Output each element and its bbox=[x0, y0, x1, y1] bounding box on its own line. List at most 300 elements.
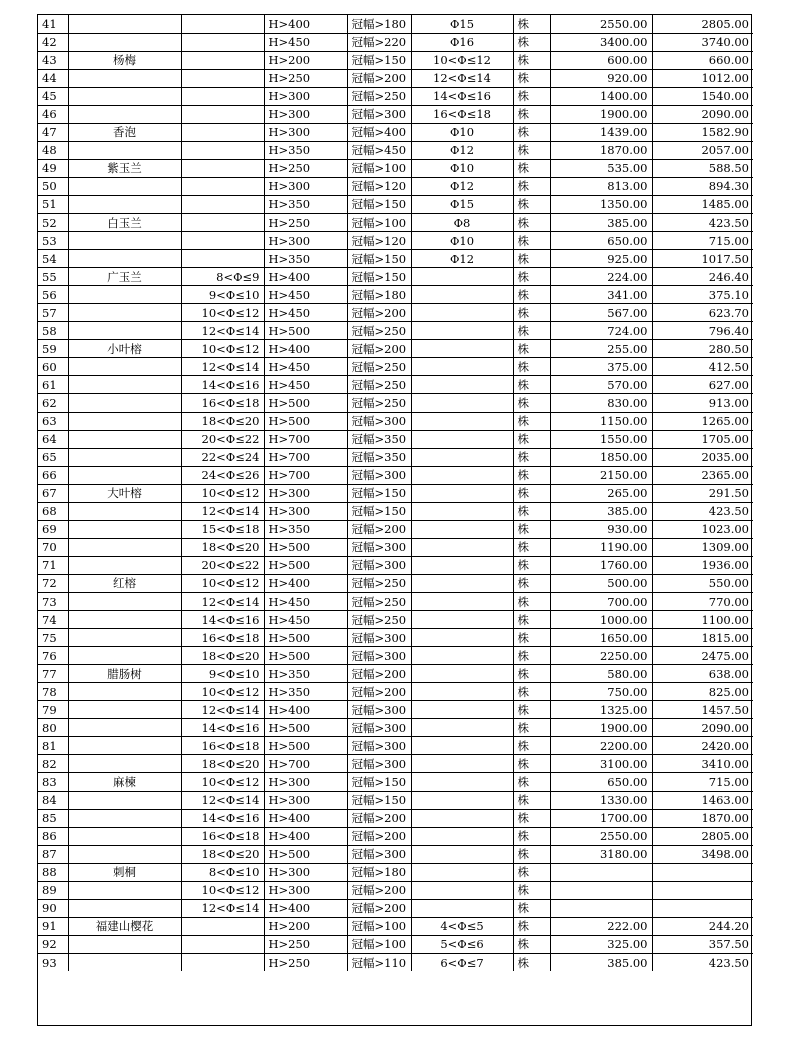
price-with-tax-cell: 2420.00 bbox=[652, 737, 753, 755]
crown-width-cell: 冠幅>100 bbox=[347, 935, 411, 953]
price-with-tax-cell: 1815.00 bbox=[652, 629, 753, 647]
table-row bbox=[38, 917, 753, 935]
plant-name-cell: 刺桐 bbox=[68, 863, 181, 881]
diameter-cell bbox=[411, 484, 513, 502]
price-with-tax-cell: 2805.00 bbox=[652, 827, 753, 845]
price-cell: 1325.00 bbox=[550, 701, 652, 719]
price-with-tax-cell: 1870.00 bbox=[652, 809, 753, 827]
diameter-cell: Φ12 bbox=[411, 141, 513, 159]
unit-cell: 株 bbox=[513, 484, 550, 502]
trunk-spec-cell: 18<Φ≤20 bbox=[181, 538, 264, 556]
table-row bbox=[38, 105, 753, 123]
height-cell: H>450 bbox=[264, 33, 347, 51]
unit-cell: 株 bbox=[513, 340, 550, 358]
crown-width-cell: 冠幅>100 bbox=[347, 159, 411, 177]
height-cell: H>400 bbox=[264, 899, 347, 917]
plant-name-cell bbox=[68, 322, 181, 340]
trunk-spec-cell: 12<Φ≤14 bbox=[181, 502, 264, 520]
crown-width-cell: 冠幅>300 bbox=[347, 466, 411, 484]
unit-cell: 株 bbox=[513, 412, 550, 430]
plant-name-cell: 红榕 bbox=[68, 574, 181, 592]
price-with-tax-cell: 244.20 bbox=[652, 917, 753, 935]
diameter-cell bbox=[411, 647, 513, 665]
diameter-cell: Φ10 bbox=[411, 232, 513, 250]
trunk-spec-cell: 18<Φ≤20 bbox=[181, 755, 264, 773]
height-cell: H>400 bbox=[264, 574, 347, 592]
unit-cell: 株 bbox=[513, 593, 550, 611]
diameter-cell bbox=[411, 574, 513, 592]
crown-width-cell: 冠幅>300 bbox=[347, 737, 411, 755]
diameter-cell bbox=[411, 863, 513, 881]
crown-width-cell: 冠幅>150 bbox=[347, 791, 411, 809]
seedling-price-table bbox=[38, 15, 753, 971]
table-row bbox=[38, 556, 753, 574]
height-cell: H>250 bbox=[264, 69, 347, 87]
trunk-spec-cell bbox=[181, 69, 264, 87]
unit-cell: 株 bbox=[513, 232, 550, 250]
crown-width-cell: 冠幅>250 bbox=[347, 322, 411, 340]
price-cell bbox=[550, 899, 652, 917]
crown-width-cell: 冠幅>150 bbox=[347, 51, 411, 69]
height-cell: H>500 bbox=[264, 845, 347, 863]
trunk-spec-cell: 12<Φ≤14 bbox=[181, 358, 264, 376]
diameter-cell: Φ16 bbox=[411, 33, 513, 51]
diameter-cell bbox=[411, 791, 513, 809]
crown-width-cell: 冠幅>150 bbox=[347, 773, 411, 791]
price-cell: 750.00 bbox=[550, 683, 652, 701]
table-row bbox=[38, 250, 753, 268]
table-row bbox=[38, 574, 753, 592]
height-cell: H>500 bbox=[264, 629, 347, 647]
trunk-spec-cell bbox=[181, 123, 264, 141]
trunk-spec-cell bbox=[181, 232, 264, 250]
trunk-spec-cell: 14<Φ≤16 bbox=[181, 719, 264, 737]
height-cell: H>700 bbox=[264, 466, 347, 484]
height-cell: H>200 bbox=[264, 51, 347, 69]
trunk-spec-cell: 18<Φ≤20 bbox=[181, 845, 264, 863]
trunk-spec-cell bbox=[181, 250, 264, 268]
diameter-cell bbox=[411, 340, 513, 358]
table-row bbox=[38, 87, 753, 105]
table-row bbox=[38, 845, 753, 863]
price-with-tax-cell: 796.40 bbox=[652, 322, 753, 340]
row-number-cell: 53 bbox=[38, 232, 68, 250]
trunk-spec-cell bbox=[181, 177, 264, 195]
unit-cell: 株 bbox=[513, 15, 550, 33]
table-row bbox=[38, 195, 753, 213]
table-row bbox=[38, 340, 753, 358]
unit-cell: 株 bbox=[513, 69, 550, 87]
trunk-spec-cell bbox=[181, 141, 264, 159]
crown-width-cell: 冠幅>200 bbox=[347, 304, 411, 322]
unit-cell: 株 bbox=[513, 827, 550, 845]
unit-cell: 株 bbox=[513, 809, 550, 827]
price-with-tax-cell: 3498.00 bbox=[652, 845, 753, 863]
price-with-tax-cell: 1705.00 bbox=[652, 430, 753, 448]
table-row bbox=[38, 286, 753, 304]
plant-name-cell bbox=[68, 195, 181, 213]
row-number-cell: 79 bbox=[38, 701, 68, 719]
table-row bbox=[38, 430, 753, 448]
plant-name-cell: 大叶榕 bbox=[68, 484, 181, 502]
unit-cell: 株 bbox=[513, 881, 550, 899]
price-cell: 3100.00 bbox=[550, 755, 652, 773]
unit-cell: 株 bbox=[513, 538, 550, 556]
plant-name-cell bbox=[68, 701, 181, 719]
row-number-cell: 92 bbox=[38, 935, 68, 953]
table-row bbox=[38, 502, 753, 520]
diameter-cell bbox=[411, 538, 513, 556]
price-with-tax-cell: 357.50 bbox=[652, 935, 753, 953]
row-number-cell: 57 bbox=[38, 304, 68, 322]
trunk-spec-cell: 9<Φ≤10 bbox=[181, 286, 264, 304]
row-number-cell: 55 bbox=[38, 268, 68, 286]
unit-cell: 株 bbox=[513, 574, 550, 592]
crown-width-cell: 冠幅>300 bbox=[347, 556, 411, 574]
price-cell: 930.00 bbox=[550, 520, 652, 538]
price-cell: 700.00 bbox=[550, 593, 652, 611]
table-row bbox=[38, 484, 753, 502]
price-cell: 600.00 bbox=[550, 51, 652, 69]
diameter-cell bbox=[411, 304, 513, 322]
crown-width-cell: 冠幅>200 bbox=[347, 809, 411, 827]
crown-width-cell: 冠幅>250 bbox=[347, 394, 411, 412]
crown-width-cell: 冠幅>180 bbox=[347, 286, 411, 304]
diameter-cell: Φ10 bbox=[411, 159, 513, 177]
crown-width-cell: 冠幅>200 bbox=[347, 520, 411, 538]
price-cell: 830.00 bbox=[550, 394, 652, 412]
unit-cell: 株 bbox=[513, 917, 550, 935]
trunk-spec-cell: 12<Φ≤14 bbox=[181, 593, 264, 611]
row-number-cell: 43 bbox=[38, 51, 68, 69]
price-with-tax-cell: 660.00 bbox=[652, 51, 753, 69]
plant-name-cell bbox=[68, 611, 181, 629]
row-number-cell: 91 bbox=[38, 917, 68, 935]
price-cell: 1550.00 bbox=[550, 430, 652, 448]
height-cell: H>500 bbox=[264, 719, 347, 737]
height-cell: H>500 bbox=[264, 737, 347, 755]
row-number-cell: 44 bbox=[38, 69, 68, 87]
row-number-cell: 62 bbox=[38, 394, 68, 412]
plant-name-cell bbox=[68, 629, 181, 647]
price-cell: 1870.00 bbox=[550, 141, 652, 159]
trunk-spec-cell: 8<Φ≤10 bbox=[181, 863, 264, 881]
diameter-cell bbox=[411, 737, 513, 755]
table-row bbox=[38, 376, 753, 394]
trunk-spec-cell: 20<Φ≤22 bbox=[181, 430, 264, 448]
height-cell: H>700 bbox=[264, 755, 347, 773]
crown-width-cell: 冠幅>200 bbox=[347, 665, 411, 683]
table-row bbox=[38, 953, 753, 971]
crown-width-cell: 冠幅>150 bbox=[347, 484, 411, 502]
price-cell: 2550.00 bbox=[550, 827, 652, 845]
diameter-cell: Φ15 bbox=[411, 195, 513, 213]
height-cell: H>300 bbox=[264, 105, 347, 123]
price-cell: 385.00 bbox=[550, 502, 652, 520]
price-with-tax-cell: 1936.00 bbox=[652, 556, 753, 574]
row-number-cell: 77 bbox=[38, 665, 68, 683]
price-with-tax-cell: 1463.00 bbox=[652, 791, 753, 809]
diameter-cell bbox=[411, 773, 513, 791]
price-cell: 1900.00 bbox=[550, 105, 652, 123]
height-cell: H>300 bbox=[264, 87, 347, 105]
height-cell: H>450 bbox=[264, 286, 347, 304]
table-row bbox=[38, 123, 753, 141]
crown-width-cell: 冠幅>110 bbox=[347, 953, 411, 971]
price-with-tax-cell: 3740.00 bbox=[652, 33, 753, 51]
crown-width-cell: 冠幅>200 bbox=[347, 881, 411, 899]
unit-cell: 株 bbox=[513, 51, 550, 69]
table-row bbox=[38, 268, 753, 286]
row-number-cell: 76 bbox=[38, 647, 68, 665]
price-cell: 2550.00 bbox=[550, 15, 652, 33]
unit-cell: 株 bbox=[513, 502, 550, 520]
plant-name-cell bbox=[68, 448, 181, 466]
price-cell: 341.00 bbox=[550, 286, 652, 304]
trunk-spec-cell: 20<Φ≤22 bbox=[181, 556, 264, 574]
trunk-spec-cell bbox=[181, 935, 264, 953]
height-cell: H>300 bbox=[264, 502, 347, 520]
height-cell: H>300 bbox=[264, 863, 347, 881]
unit-cell: 株 bbox=[513, 268, 550, 286]
table-row bbox=[38, 304, 753, 322]
trunk-spec-cell bbox=[181, 15, 264, 33]
price-with-tax-cell: 627.00 bbox=[652, 376, 753, 394]
diameter-cell bbox=[411, 755, 513, 773]
table-row bbox=[38, 737, 753, 755]
height-cell: H>500 bbox=[264, 647, 347, 665]
crown-width-cell: 冠幅>250 bbox=[347, 376, 411, 394]
plant-name-cell: 福建山樱花 bbox=[68, 917, 181, 935]
plant-name-cell bbox=[68, 593, 181, 611]
trunk-spec-cell: 10<Φ≤12 bbox=[181, 773, 264, 791]
height-cell: H>450 bbox=[264, 376, 347, 394]
diameter-cell bbox=[411, 665, 513, 683]
trunk-spec-cell: 16<Φ≤18 bbox=[181, 827, 264, 845]
plant-name-cell bbox=[68, 647, 181, 665]
diameter-cell bbox=[411, 322, 513, 340]
diameter-cell bbox=[411, 286, 513, 304]
row-number-cell: 60 bbox=[38, 358, 68, 376]
crown-width-cell: 冠幅>180 bbox=[347, 15, 411, 33]
height-cell: H>350 bbox=[264, 665, 347, 683]
plant-name-cell bbox=[68, 430, 181, 448]
diameter-cell bbox=[411, 466, 513, 484]
diameter-cell bbox=[411, 827, 513, 845]
row-number-cell: 81 bbox=[38, 737, 68, 755]
diameter-cell bbox=[411, 430, 513, 448]
plant-name-cell bbox=[68, 719, 181, 737]
plant-name-cell bbox=[68, 827, 181, 845]
price-with-tax-cell: 715.00 bbox=[652, 232, 753, 250]
height-cell: H>250 bbox=[264, 214, 347, 232]
row-number-cell: 75 bbox=[38, 629, 68, 647]
diameter-cell bbox=[411, 358, 513, 376]
crown-width-cell: 冠幅>250 bbox=[347, 574, 411, 592]
unit-cell: 株 bbox=[513, 719, 550, 737]
row-number-cell: 66 bbox=[38, 466, 68, 484]
diameter-cell: Φ12 bbox=[411, 250, 513, 268]
unit-cell: 株 bbox=[513, 123, 550, 141]
diameter-cell: 6<Φ≤7 bbox=[411, 953, 513, 971]
trunk-spec-cell: 8<Φ≤9 bbox=[181, 268, 264, 286]
table-row bbox=[38, 935, 753, 953]
row-number-cell: 42 bbox=[38, 33, 68, 51]
plant-name-cell: 白玉兰 bbox=[68, 214, 181, 232]
price-with-tax-cell: 423.50 bbox=[652, 214, 753, 232]
diameter-cell bbox=[411, 719, 513, 737]
crown-width-cell: 冠幅>200 bbox=[347, 899, 411, 917]
plant-name-cell bbox=[68, 177, 181, 195]
price-cell: 1400.00 bbox=[550, 87, 652, 105]
table-row bbox=[38, 665, 753, 683]
price-table-sheet bbox=[37, 14, 752, 1026]
price-cell: 325.00 bbox=[550, 935, 652, 953]
price-cell: 265.00 bbox=[550, 484, 652, 502]
diameter-cell bbox=[411, 394, 513, 412]
unit-cell: 株 bbox=[513, 286, 550, 304]
trunk-spec-cell bbox=[181, 51, 264, 69]
trunk-spec-cell bbox=[181, 214, 264, 232]
plant-name-cell: 杨梅 bbox=[68, 51, 181, 69]
crown-width-cell: 冠幅>220 bbox=[347, 33, 411, 51]
unit-cell: 株 bbox=[513, 448, 550, 466]
plant-name-cell: 广玉兰 bbox=[68, 268, 181, 286]
unit-cell: 株 bbox=[513, 177, 550, 195]
height-cell: H>300 bbox=[264, 484, 347, 502]
trunk-spec-cell: 16<Φ≤18 bbox=[181, 629, 264, 647]
height-cell: H>500 bbox=[264, 412, 347, 430]
row-number-cell: 82 bbox=[38, 755, 68, 773]
crown-width-cell: 冠幅>350 bbox=[347, 430, 411, 448]
plant-name-cell bbox=[68, 394, 181, 412]
table-row bbox=[38, 448, 753, 466]
trunk-spec-cell: 10<Φ≤12 bbox=[181, 340, 264, 358]
crown-width-cell: 冠幅>450 bbox=[347, 141, 411, 159]
crown-width-cell: 冠幅>180 bbox=[347, 863, 411, 881]
unit-cell: 株 bbox=[513, 466, 550, 484]
unit-cell: 株 bbox=[513, 520, 550, 538]
row-number-cell: 72 bbox=[38, 574, 68, 592]
crown-width-cell: 冠幅>100 bbox=[347, 214, 411, 232]
crown-width-cell: 冠幅>250 bbox=[347, 87, 411, 105]
unit-cell: 株 bbox=[513, 376, 550, 394]
plant-name-cell bbox=[68, 141, 181, 159]
plant-name-cell bbox=[68, 935, 181, 953]
trunk-spec-cell bbox=[181, 917, 264, 935]
price-with-tax-cell: 1582.90 bbox=[652, 123, 753, 141]
diameter-cell: Φ8 bbox=[411, 214, 513, 232]
table-row bbox=[38, 394, 753, 412]
price-cell: 1700.00 bbox=[550, 809, 652, 827]
plant-name-cell bbox=[68, 232, 181, 250]
plant-name-cell bbox=[68, 809, 181, 827]
price-with-tax-cell: 2090.00 bbox=[652, 105, 753, 123]
unit-cell: 株 bbox=[513, 358, 550, 376]
row-number-cell: 45 bbox=[38, 87, 68, 105]
price-with-tax-cell: 246.40 bbox=[652, 268, 753, 286]
table-row bbox=[38, 358, 753, 376]
height-cell: H>400 bbox=[264, 15, 347, 33]
trunk-spec-cell bbox=[181, 87, 264, 105]
price-cell: 1439.00 bbox=[550, 123, 652, 141]
row-number-cell: 63 bbox=[38, 412, 68, 430]
plant-name-cell bbox=[68, 69, 181, 87]
price-with-tax-cell: 2035.00 bbox=[652, 448, 753, 466]
table-row bbox=[38, 881, 753, 899]
plant-name-cell bbox=[68, 376, 181, 394]
unit-cell: 株 bbox=[513, 953, 550, 971]
crown-width-cell: 冠幅>400 bbox=[347, 123, 411, 141]
row-number-cell: 78 bbox=[38, 683, 68, 701]
table-row bbox=[38, 214, 753, 232]
unit-cell: 株 bbox=[513, 105, 550, 123]
price-with-tax-cell: 412.50 bbox=[652, 358, 753, 376]
price-cell: 1000.00 bbox=[550, 611, 652, 629]
unit-cell: 株 bbox=[513, 33, 550, 51]
diameter-cell bbox=[411, 268, 513, 286]
diameter-cell bbox=[411, 881, 513, 899]
height-cell: H>200 bbox=[264, 917, 347, 935]
plant-name-cell bbox=[68, 33, 181, 51]
table-row bbox=[38, 141, 753, 159]
plant-name-cell: 紫玉兰 bbox=[68, 159, 181, 177]
plant-name-cell bbox=[68, 412, 181, 430]
row-number-cell: 90 bbox=[38, 899, 68, 917]
row-number-cell: 61 bbox=[38, 376, 68, 394]
crown-width-cell: 冠幅>300 bbox=[347, 755, 411, 773]
trunk-spec-cell: 10<Φ≤12 bbox=[181, 304, 264, 322]
height-cell: H>350 bbox=[264, 683, 347, 701]
price-cell: 224.00 bbox=[550, 268, 652, 286]
price-cell: 1190.00 bbox=[550, 538, 652, 556]
crown-width-cell: 冠幅>150 bbox=[347, 268, 411, 286]
crown-width-cell: 冠幅>300 bbox=[347, 412, 411, 430]
price-cell: 567.00 bbox=[550, 304, 652, 322]
price-cell: 1150.00 bbox=[550, 412, 652, 430]
height-cell: H>400 bbox=[264, 827, 347, 845]
row-number-cell: 58 bbox=[38, 322, 68, 340]
plant-name-cell: 小叶榕 bbox=[68, 340, 181, 358]
diameter-cell: 12<Φ≤14 bbox=[411, 69, 513, 87]
height-cell: H>250 bbox=[264, 953, 347, 971]
price-cell: 920.00 bbox=[550, 69, 652, 87]
diameter-cell: Φ12 bbox=[411, 177, 513, 195]
crown-width-cell: 冠幅>200 bbox=[347, 340, 411, 358]
height-cell: H>450 bbox=[264, 611, 347, 629]
unit-cell: 株 bbox=[513, 935, 550, 953]
plant-name-cell bbox=[68, 466, 181, 484]
diameter-cell bbox=[411, 629, 513, 647]
row-number-cell: 51 bbox=[38, 195, 68, 213]
unit-cell: 株 bbox=[513, 791, 550, 809]
row-number-cell: 71 bbox=[38, 556, 68, 574]
height-cell: H>400 bbox=[264, 701, 347, 719]
unit-cell: 株 bbox=[513, 87, 550, 105]
table-row bbox=[38, 755, 753, 773]
price-cell: 813.00 bbox=[550, 177, 652, 195]
price-with-tax-cell: 291.50 bbox=[652, 484, 753, 502]
trunk-spec-cell: 9<Φ≤10 bbox=[181, 665, 264, 683]
row-number-cell: 84 bbox=[38, 791, 68, 809]
price-with-tax-cell: 2057.00 bbox=[652, 141, 753, 159]
table-row bbox=[38, 647, 753, 665]
price-with-tax-cell: 715.00 bbox=[652, 773, 753, 791]
plant-name-cell bbox=[68, 304, 181, 322]
trunk-spec-cell: 18<Φ≤20 bbox=[181, 647, 264, 665]
table-row bbox=[38, 773, 753, 791]
unit-cell: 株 bbox=[513, 773, 550, 791]
